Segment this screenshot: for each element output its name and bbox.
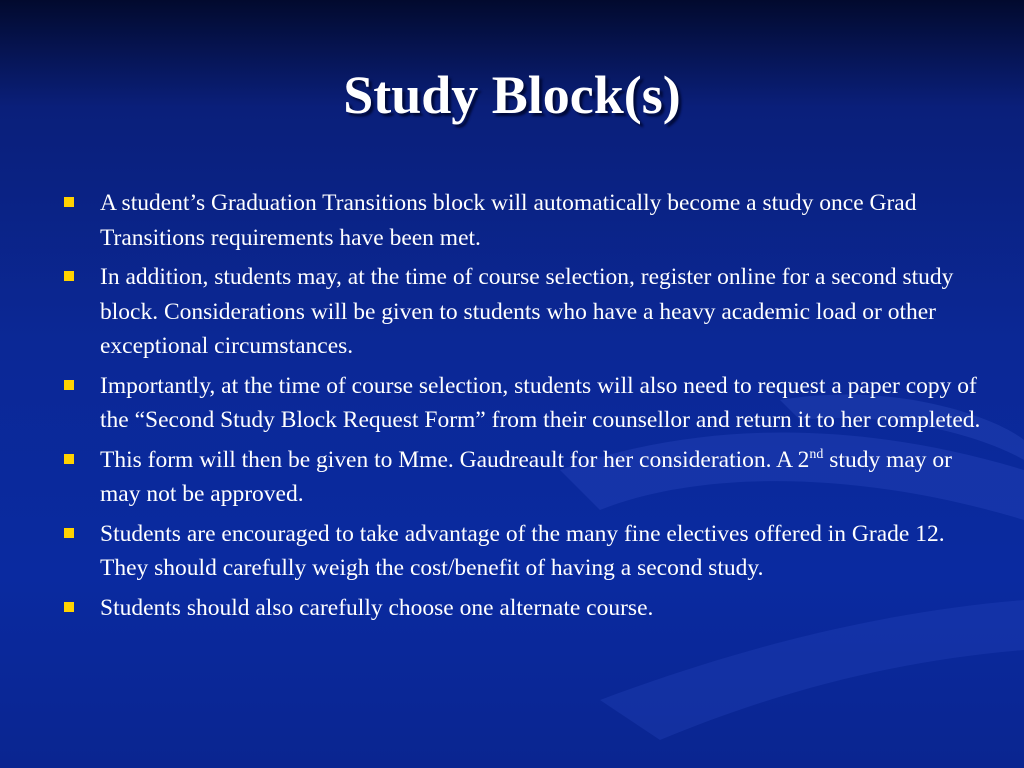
bullet-text-3: Importantly, at the time of course selection, students will also need to request a paper copy of the “Second Study Block Request Form” from their counsellor and return it to her completed. xyxy=(100,372,981,433)
bullet-text-4-after: study may or may not be approved. xyxy=(100,446,952,507)
square-bullet-icon xyxy=(64,380,74,390)
bullet-item-2 xyxy=(62,260,982,364)
square-bullet-icon xyxy=(64,602,74,612)
bullet-item-5 xyxy=(62,517,982,586)
bullet-text-4-before: This form will then be given to Mme. Gaudreault for her consideration. A 2 xyxy=(100,446,810,473)
bullet-text-1: A student’s Graduation Transitions block will automatically become a study once Grad Transitions requirements have been met. xyxy=(100,190,917,251)
square-bullet-icon xyxy=(64,454,74,464)
ordinal-superscript: nd xyxy=(809,446,824,462)
bullet-list xyxy=(62,186,982,630)
bullet-text-2: In addition, students may, at the time of course selection, register online for a second study block. Considerations will be given to students who have a heavy academic load or other exceptional circumstances. xyxy=(100,264,954,359)
square-bullet-icon xyxy=(64,271,74,281)
bullet-text-6: Students should also carefully choose one alternate course. xyxy=(100,594,654,621)
slide-title: Study Block(s) xyxy=(343,65,681,125)
bullet-item-3 xyxy=(62,369,982,438)
bullet-item-4 xyxy=(62,443,982,512)
bullet-text-5: Students are encouraged to take advantage of the many fine electives offered in Grade 12. They should carefully weigh the cost/benefit of having a second study. xyxy=(100,520,945,581)
bullet-item-6 xyxy=(62,591,982,626)
square-bullet-icon xyxy=(64,197,74,207)
bullet-item-1 xyxy=(62,186,982,255)
square-bullet-icon xyxy=(64,528,74,538)
